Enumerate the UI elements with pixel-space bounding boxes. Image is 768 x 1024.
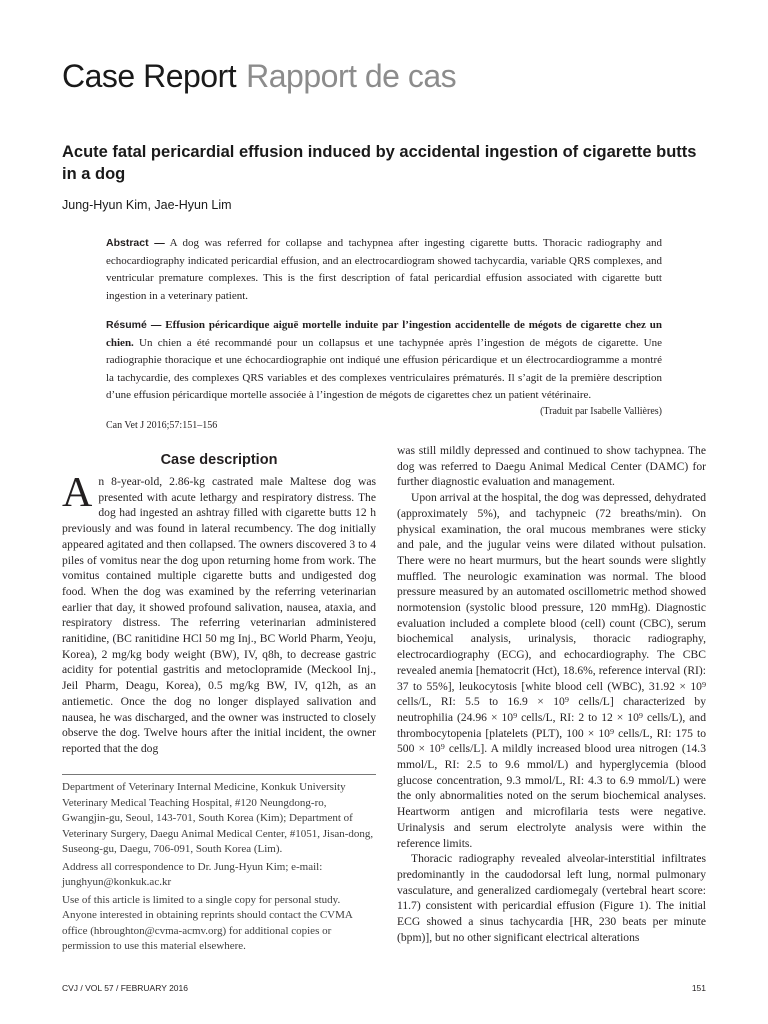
footer-journal: CVJ / VOL 57 / FEBRUARY 2016 <box>62 983 188 993</box>
left-column-body <box>62 470 376 757</box>
page-header <box>62 58 456 95</box>
resume-title: Effusion péricardique aiguë mortelle induite par l’ingestion accidentelle de mégots de cigarette chez un chien. <box>106 319 662 349</box>
article-title: Acute fatal pericardial effusion induced by accidental ingestion of cigarette butts in a dog <box>62 143 697 183</box>
translator-credit: (Traduit par Isabelle Vallières) <box>540 406 662 417</box>
abstract-label: Abstract — <box>106 237 165 249</box>
affiliation-departments: Department of Veterinary Internal Medicine, Konkuk University Veterinary Medical Teaching Hospital, #120 Neungdong-ro, Gwangjin-gu, Seoul, 143-701, South Korea (Kim); Department of Veterinary Surgery, Daegu Animal Medical Center, #1051, Jisan-dong, Suseong-gu, Daegu, 706-091, South Korea (Lim). <box>62 781 374 855</box>
affiliation-usage: Use of this article is limited to a single copy for personal study. Anyone interested in obtaining reprints should contact the CVMA office (hbroughton@cvma-acmv.org) for additional copies or permission to use this material elsewhere. <box>62 893 353 952</box>
affiliation-divider <box>62 774 376 775</box>
affiliation-correspondence: Address all correspondence to Dr. Jung-Hyun Kim; e-mail: junghyun@konkuk.ac.kr <box>62 860 323 888</box>
paragraph-1-text: n 8-year-old, 2.86-kg castrated male Maltese dog was presented with acute lethargy and respiratory distress. The dog had ingested an ashtray filled with cigarette butts 12 h previously and was found in lateral recumbency. The dog initially appeared agitated and then collapsed. The owners discovered 3 to 4 piles of vomitus near the dog upon returning home from work. The vomitus contained multiple cigarette butts and undigested dog food. When the dog was examined by the referring veterinarian earlier that day, it showed profound salivation, nausea, ataxia, and respiratory distress. The referring veterinarian administered ranitidine, (BC ranitidine HCl 50 mg Inj., BC World Pharm, Yeoju, Korea), 2 mg/kg body weight (BW), IV, q8h, to decrease gastric acidity for potential gastritis and metoclopramide (Meckool Inj., Jeil Pharm, Deagu, Korea), 0.5 mg/kg BW, IV, q12h, as an antiemetic. Once the dog no longer displayed salivation and nausea, he was discharged, and the owner was instructed to closely observe the dog. Twelve hours after the initial incident, the owner reported that the dog <box>62 475 376 755</box>
article-type-french: Rapport de cas <box>246 58 457 94</box>
abstract-text: A dog was referred for collapse and tachypnea after ingesting cigarette butts. Thoracic radiography and echocardiography indicated pericardial effusion, and an electrocardiogram showed tachycardia, variable QRS complexes, and ventricular premature complexes. This is the first description of fatal pericardial effusion associated with cigarette butt ingestion in a veterinary patient. <box>106 237 663 302</box>
drop-cap: A <box>62 470 93 516</box>
article-authors: Jung-Hyun Kim, Jae-Hyun Lim <box>62 198 232 212</box>
right-column-body <box>397 443 706 946</box>
affiliation-block <box>62 780 376 955</box>
article-type: Case Report <box>62 58 237 94</box>
footer-page-number: 151 <box>691 983 706 993</box>
paragraph-3: Thoracic radiography revealed alveolar-interstitial infiltrates predominantly in the caudodorsal left lung, normal pulmonary vasculature, and generalized cardiomegaly (vertebral heart score: 11.7) consistent with pericardial effusion (Figure 1). The initial ECG showed a sinus tachycardia [HR, 230 beats per minute (bpm)], but no other significant electrical alterations <box>397 852 706 944</box>
paragraph-1 <box>62 470 376 757</box>
paragraph-2: Upon arrival at the hospital, the dog was depressed, dehydrated (approximately 5%), and tachypneic (72 breaths/min). On physical examination, the oral mucous membranes were sticky and pale, and the jugular veins were dilated without pulsation. There were no heart murmurs, but the heart sounds were slightly muffled. The neurologic examination was normal. The blood pressure measured by an automated oscillometric method showed normotension (systolic blood pressure, 120 mmHg). Diagnostic evaluation included a complete blood (cell) count (CBC), serum biochemical analysis, urinalysis, thoracic radiography, electrocardiography (ECG), and echocardiography. The CBC revealed anemia [hematocrit (Hct), 18.6%, reference interval (RI): 37 to 55%], leukocytosis [white blood cell (WBC), 31.92 × 10⁹ cells/L, RI: 5.5 to 16.9 × 10⁹ cells/L] characterized by neutrophilia (24.96 × 10⁹ cells/L, RI: 2 to 12 × 10⁹ cells/L), and thrombocytopenia [platelets (PLT), 100 × 10⁹ cells/L, RI: 175 to 500 × 10⁹ cells/L]. A mildly increased blood urea nitrogen (14.3 mmol/L, RI: 2.5 to 9.6 mmol/L) and hyperglycemia (blood glucose concentration, 9.3 mmol/L, RI: 4.3 to 6.9 mmol/L) were the only abnormalities noted on the serum biochemical analyses. Heartworm antigen and microfilaria tests were negative. Urinalysis and serum electrolyte analysis were within the reference limits. <box>397 491 706 850</box>
paragraph-1-continued: was still mildly depressed and continued to show tachypnea. The dog was referred to Daegu Animal Medical Center (DAMC) for further diagnostic evaluation and management. <box>397 444 706 489</box>
citation: Can Vet J 2016;57:151–156 <box>106 420 218 431</box>
abstract <box>106 235 662 305</box>
resume <box>106 317 662 405</box>
resume-text: Un chien a été recommandé pour un collapsus et une tachypnée après l’ingestion de mégots de cigarette. Une radiographie thoracique et une échocardiographie ont indiqué une effusion péricardique et un électrocardiogramme a montré la tachycardie, des complexes QRS variables et des complexes ventriculaires prématurés. Il s’agit de la première description d’une effusion péricardique mortelle associée à l’ingestion de mégots de cigarettes chez un patient vétérinaire. <box>106 336 662 401</box>
section-heading: Case description <box>160 452 278 468</box>
resume-label: Résumé — <box>106 319 162 331</box>
